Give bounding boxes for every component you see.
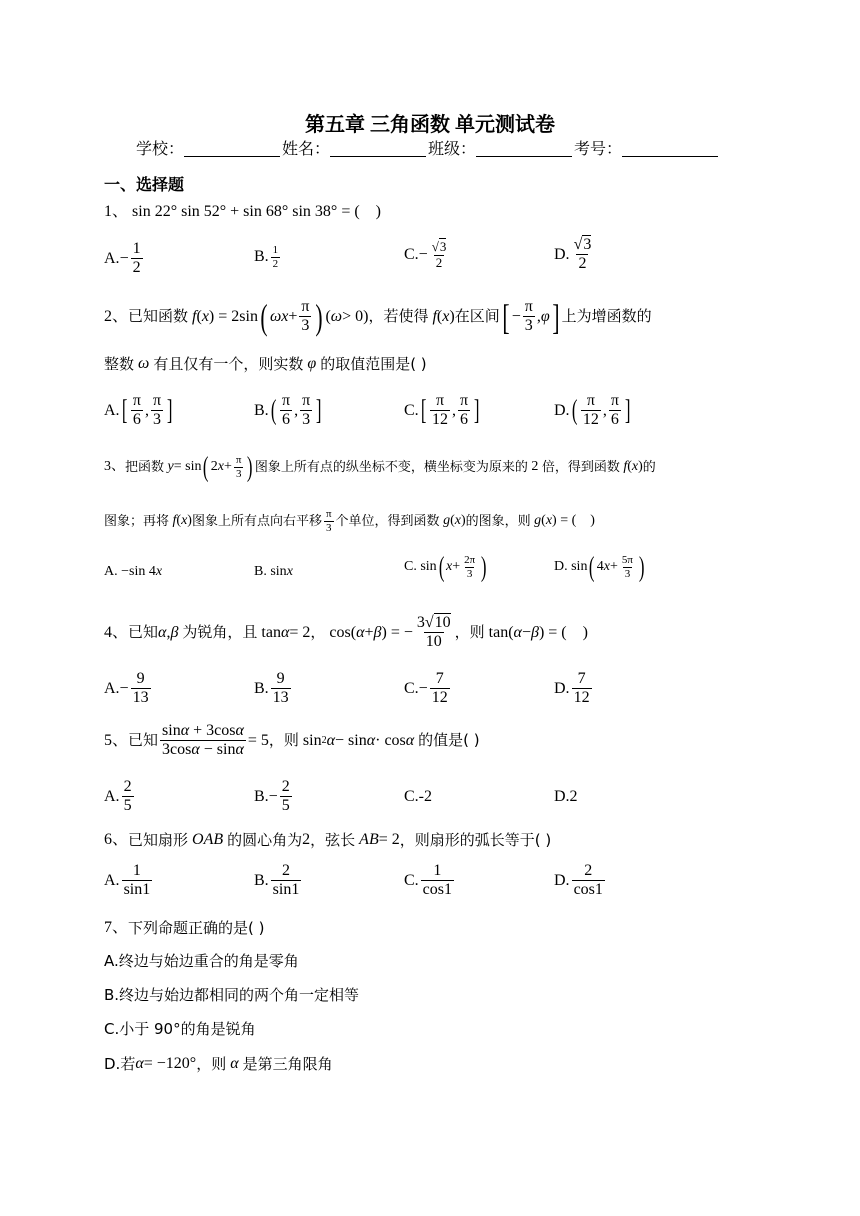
class-blank — [476, 142, 572, 157]
question-3-option-d: D. sin ( 4 x + $\frac{5\pi}{3}$ ) — [554, 551, 645, 583]
question-4-option-d: D. $\frac{7}{12}$ — [554, 670, 590, 707]
question-1-option-c: C. − $\frac{√3}{2}$ — [404, 239, 447, 270]
question-1 — [104, 204, 381, 220]
question-6-option-b: B. $\frac{2}{\sin 1}$ — [254, 862, 300, 899]
question-3-line-1: 3、 把函数 y = sin ( 2 x + $\frac{\pi}{3}$ ) 图象上所有点的纵坐标不变，横坐标变为原来的 2 倍，得到函数 f ( x ) 的 — [104, 451, 656, 483]
question-7-option-c: C.小于 90°的角是锐角 — [104, 1020, 256, 1038]
school-label: 学校： — [136, 141, 185, 158]
question-2-line-1: 2、 已知函数 f ( x ) = 2sin ( ωx + $\frac{\pi}{3}$ ) ( ω > 0) ，若使得 f ( x ) 在区间 [ − $\frac{\pi}{3}$ , φ ] 上为增函数的 — [104, 296, 652, 337]
question-6-option-d: D. $\frac{2}{\cos 1}$ — [554, 862, 603, 899]
question-5: 5、 已知 $\frac{\sin\alpha + 3\cos\alpha}{3\cos\alpha - \sin\alpha}$ = 5 ，则 sin 2 α − sin α · cos α 的值是( ) — [104, 722, 480, 759]
question-3-option-b: B. sin x — [254, 564, 293, 579]
question-7-option-a: A.终边与始边重合的角是零角 — [104, 952, 299, 970]
question-2-option-d: D. ( $\frac{\pi}{12}$ , $\frac{\pi}{6}$ ] — [554, 392, 631, 429]
question-4-option-a: A.− $\frac{9}{13}$ — [104, 670, 149, 707]
question-7-option-d: D.若 α = −120° ，则 α 是第三角限角 — [104, 1054, 333, 1073]
question-3-option-c: C. sin ( x + $\frac{2\pi}{3}$ ) — [404, 551, 487, 583]
question-5-option-c: C.-2 — [404, 788, 432, 805]
question-1-number: 1、 — [104, 203, 129, 220]
section-title: 一、选择题 — [104, 177, 185, 194]
page-title: 第五章 三角函数 单元测试卷 — [305, 114, 555, 136]
question-6-option-a: A. $\frac{1}{\sin 1}$ — [104, 862, 151, 899]
question-3-line-2: 图象；再将 f ( x ) 图象上所有点向右平移 $\frac{\pi}{3}$ 个单位，得到函数 g ( x ) 的图象，则 g ( x ) = ( ) — [104, 508, 595, 534]
student-info-line — [136, 136, 720, 159]
question-2-option-c: C. [ $\frac{\pi}{12}$ , $\frac{\pi}{6}$ ] — [404, 392, 480, 429]
question-5-option-d: D.2 — [554, 788, 578, 805]
question-5-option-b: B.− $\frac{2}{5}$ — [254, 778, 290, 815]
question-1-formula: sin 22° sin 52° + sin 68° sin 38° = ( ) — [128, 203, 381, 220]
question-5-option-a: A. $\frac{2}{5}$ — [104, 778, 132, 815]
question-1-option-a: A. − $\frac{1}{2}$ — [104, 240, 141, 277]
question-6: 6、 已知扇形 OAB 的圆心角为 2 ，弦长 AB = 2 ，则扇形的弧长等于( ) — [104, 830, 552, 849]
question-4: 4、 已知 α , β 为锐角，且 tan α = 2 ， cos( α + β ) = − $\frac{3√10}{10}$ ，则 tan( α − β ) = ( ) — [104, 614, 588, 651]
question-4-option-c: C.− $\frac{7}{12}$ — [404, 670, 448, 707]
question-6-option-c: C. $\frac{1}{\cos 1}$ — [404, 862, 452, 899]
question-1-option-b: B. $\frac{1}{2}$ — [254, 244, 279, 270]
class-label: 班级： — [428, 141, 477, 158]
question-7-option-b: B.终边与始边都相同的两个角一定相等 — [104, 986, 360, 1004]
question-7: 7、 下列命题正确的是( ) — [104, 918, 265, 937]
name-blank — [330, 142, 426, 157]
question-2-line-2: 整数 ω 有且仅有一个，则实数 φ 的取值范围是( ) — [104, 354, 427, 373]
question-2-option-a: A. [ $\frac{\pi}{6}$ , $\frac{\pi}{3}$ ] — [104, 392, 173, 429]
exam-no-blank — [622, 142, 718, 157]
exam-no-label: 考号： — [574, 141, 623, 158]
question-3-option-a: A. −sin 4 x — [104, 564, 163, 579]
question-1-option-d: D. $\frac{√3}{2}$ — [554, 236, 592, 273]
question-2-option-b: B. ( $\frac{\pi}{6}$ , $\frac{\pi}{3}$ ] — [254, 392, 322, 429]
school-blank — [184, 142, 280, 157]
name-label: 姓名： — [282, 141, 331, 158]
question-4-option-b: B. $\frac{9}{13}$ — [254, 670, 289, 707]
